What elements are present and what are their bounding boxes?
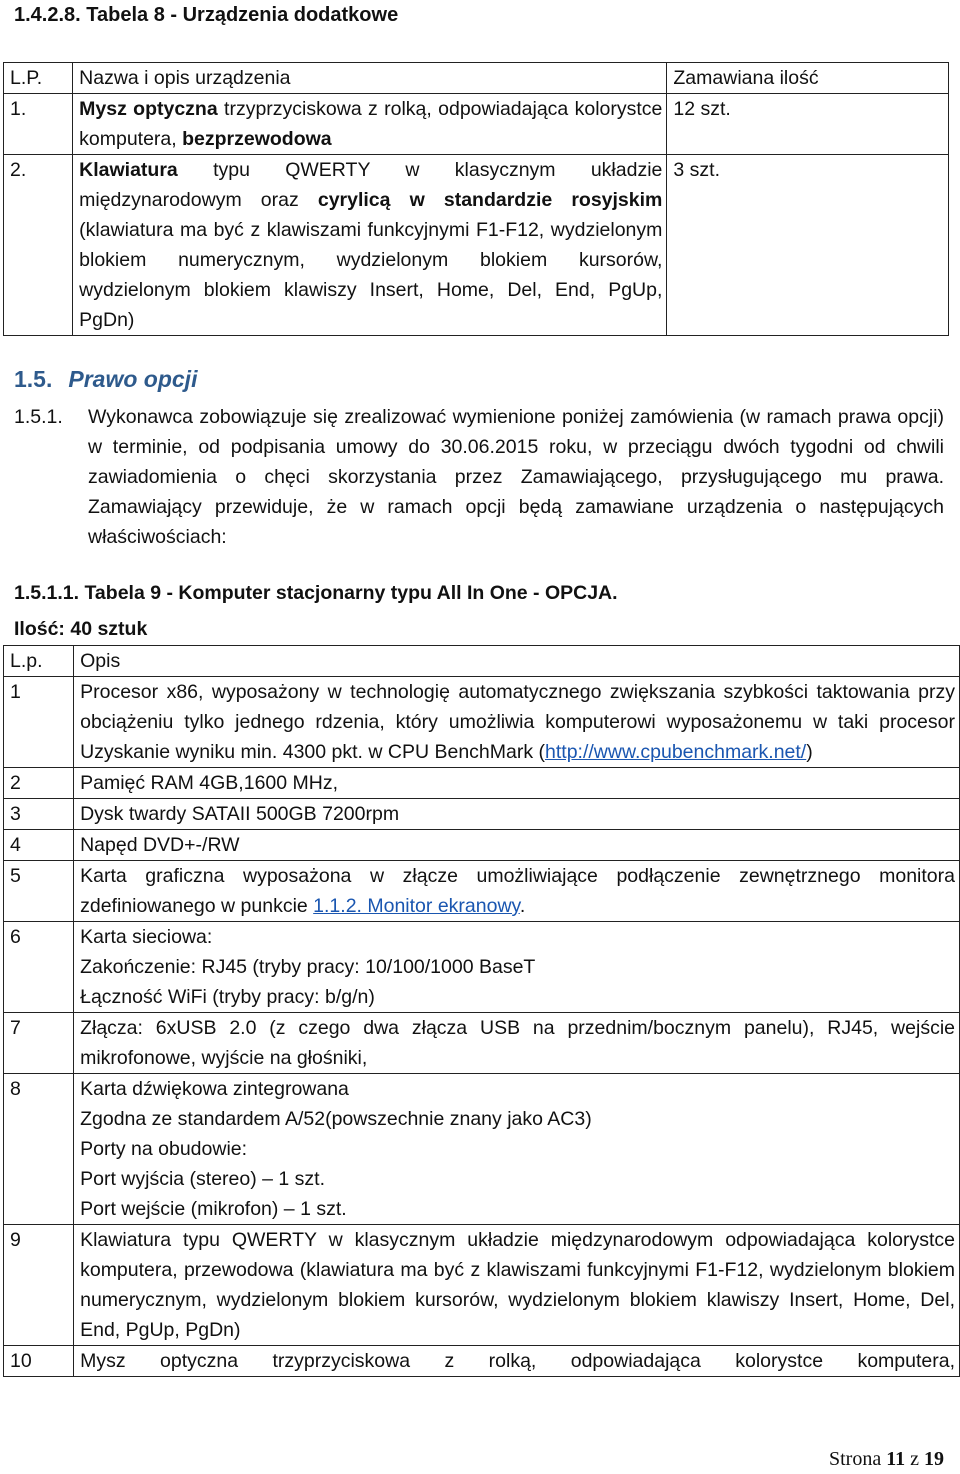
row-lp: 4	[4, 830, 74, 861]
table-row	[4, 861, 960, 922]
footer-label: Strona	[828, 1448, 882, 1470]
bold-text: cyrylicą w standardzie rosyjskim	[317, 189, 663, 211]
paragraph-text: Wykonawca zobowiązuje się zrealizować wymienione poniżej zamówienia (w ramach prawa opcji) w terminie, od podpisania umowy do 30.06.2015 roku, w przeciągu dwóch tygodni od chwili zawiadomienia o chęci skorzystania przez Zamawiającego, przysługującego mu prawa. Zamawiający przewiduje, że w ramach opcji będą zamawiane urządzenia o następujących właściwościach:	[88, 406, 944, 548]
row-description: Dysk twardy SATAII 500GB 7200rpm	[74, 799, 960, 830]
row-description	[73, 155, 667, 336]
table-row	[4, 1225, 960, 1346]
text: Karta graficzna wyposażona w złącze umożliwiające podłączenie zewnętrznego monitora zdefiniowanego w punkcie	[80, 865, 955, 917]
cpubenchmark-link[interactable]: http://www.cpubenchmark.net/	[545, 741, 807, 763]
text-line: Zakończenie: RJ45 (tryby pracy: 10/100/1000 BaseT	[80, 956, 536, 978]
row-description	[74, 1074, 960, 1225]
table-row	[4, 1013, 960, 1074]
header-lp: L.p.	[4, 646, 74, 677]
table-row	[4, 94, 949, 155]
table-row	[4, 799, 960, 830]
table-row	[4, 768, 960, 799]
row-description	[74, 922, 960, 1013]
table-8-devices	[3, 62, 949, 336]
text-line: Zgodna ze standardem A/52(powszechnie znany jako AC3)	[80, 1108, 592, 1130]
text-line: Karta sieciowa:	[80, 926, 213, 948]
row-lp: 10	[4, 1346, 74, 1377]
bold-text: bezprzewodowa	[182, 128, 332, 150]
table-9-heading: 1.5.1.1. Tabela 9 - Komputer stacjonarny typu All In One - OPCJA.	[14, 582, 618, 604]
page-footer	[829, 1444, 944, 1474]
text: (klawiatura ma być z klawiszami funkcyjnymi F1-F12, wydzielonym blokiem numerycznym, wydzielonym blokiem kursorów, wydzielonym blokiem klawiszy Insert, Home, Del, End, PgUp, PgDn)	[79, 219, 663, 331]
row-lp: 2.	[4, 155, 73, 336]
row-description	[74, 861, 960, 922]
row-description: Klawiatura typu QWERTY w klasycznym układzie międzynarodowym odpowiadająca kolorystce komputera, przewodowa (klawiatura ma być z klawiszami funkcyjnymi F1-F12, wydzielonym blokiem numerycznym, wydzielonym blokiem kursorów, wydzielonym blokiem klawiszy Insert, Home, Del, End, PgUp, PgDn)	[74, 1225, 960, 1346]
table-row	[4, 830, 960, 861]
row-description: Pamięć RAM 4GB,1600 MHz,	[74, 768, 960, 799]
table-header-row	[4, 646, 960, 677]
row-lp: 2	[4, 768, 74, 799]
row-description: Mysz optyczna trzyprzyciskowa z rolką, odpowiadająca kolorystce komputera,	[74, 1346, 960, 1377]
text: typu QWERTY w klasycznym układzie międzynarodowym oraz	[79, 159, 663, 211]
text-line: Port wejście (mikrofon) – 1 szt.	[80, 1198, 347, 1220]
table-header-row	[4, 63, 949, 94]
section-number: 1.5.	[14, 366, 53, 392]
header-desc: Opis	[74, 646, 960, 677]
total-pages: 19	[924, 1448, 944, 1470]
text: Procesor x86, wyposażony w technologię automatycznego zwiększania szybkości taktowania przy obciążeniu tylko jednego rdzenia, który umożliwia komputerowi wyposażonemu w taki procesor Uzyskanie wyniku min. 4300 pkt. w CPU BenchMark (	[80, 681, 955, 763]
row-qty: 12 szt.	[667, 94, 949, 155]
table-row	[4, 677, 960, 768]
paragraph-number: 1.5.1.	[14, 406, 63, 428]
row-lp: 5	[4, 861, 74, 922]
table-9-computer	[3, 645, 960, 1377]
footer-sep: z	[910, 1448, 919, 1470]
section-heading: 1.4.2.8. Tabela 8 - Urządzenia dodatkowe	[14, 4, 399, 26]
text-line: Porty na obudowie:	[80, 1138, 248, 1160]
row-lp: 7	[4, 1013, 74, 1074]
text: )	[806, 741, 813, 763]
section-title: Prawo opcji	[68, 366, 198, 392]
table-row	[4, 1346, 960, 1377]
row-description: Napęd DVD+-/RW	[74, 830, 960, 861]
text: trzyprzyciskowa z rolką, odpowiadająca kolorystce komputera,	[79, 98, 663, 150]
row-description	[74, 677, 960, 768]
option-section-heading	[14, 364, 197, 394]
header-qty: Zamawiana ilość	[667, 63, 949, 94]
quantity-label: Ilość: 40 sztuk	[14, 618, 148, 640]
row-description	[73, 94, 667, 155]
table-row	[4, 1074, 960, 1225]
header-lp: L.P.	[4, 63, 73, 94]
header-name: Nazwa i opis urządzenia	[73, 63, 667, 94]
monitor-section-link[interactable]: 1.1.2. Monitor ekranowy	[313, 895, 520, 917]
text-line: Port wyjścia (stereo) – 1 szt.	[80, 1168, 325, 1190]
row-qty: 3 szt.	[667, 155, 949, 336]
row-lp: 3	[4, 799, 74, 830]
text-line: Łączność WiFi (tryby pracy: b/g/n)	[80, 986, 375, 1008]
current-page: 11	[886, 1448, 906, 1470]
text-line: Karta dźwiękowa zintegrowana	[80, 1078, 349, 1100]
row-lp: 6	[4, 922, 74, 1013]
row-lp: 9	[4, 1225, 74, 1346]
bold-text: Klawiatura	[79, 159, 178, 181]
table-row	[4, 922, 960, 1013]
text: .	[519, 895, 526, 917]
row-description: Złącza: 6xUSB 2.0 (z czego dwa złącza USB na przednim/bocznym panelu), RJ45, wejście mikrofonowe, wyjście na głośniki,	[74, 1013, 960, 1074]
row-lp: 1	[4, 677, 74, 768]
bold-text: Mysz optyczna	[79, 98, 218, 120]
row-lp: 8	[4, 1074, 74, 1225]
row-lp: 1.	[4, 94, 73, 155]
table-row	[4, 155, 949, 336]
